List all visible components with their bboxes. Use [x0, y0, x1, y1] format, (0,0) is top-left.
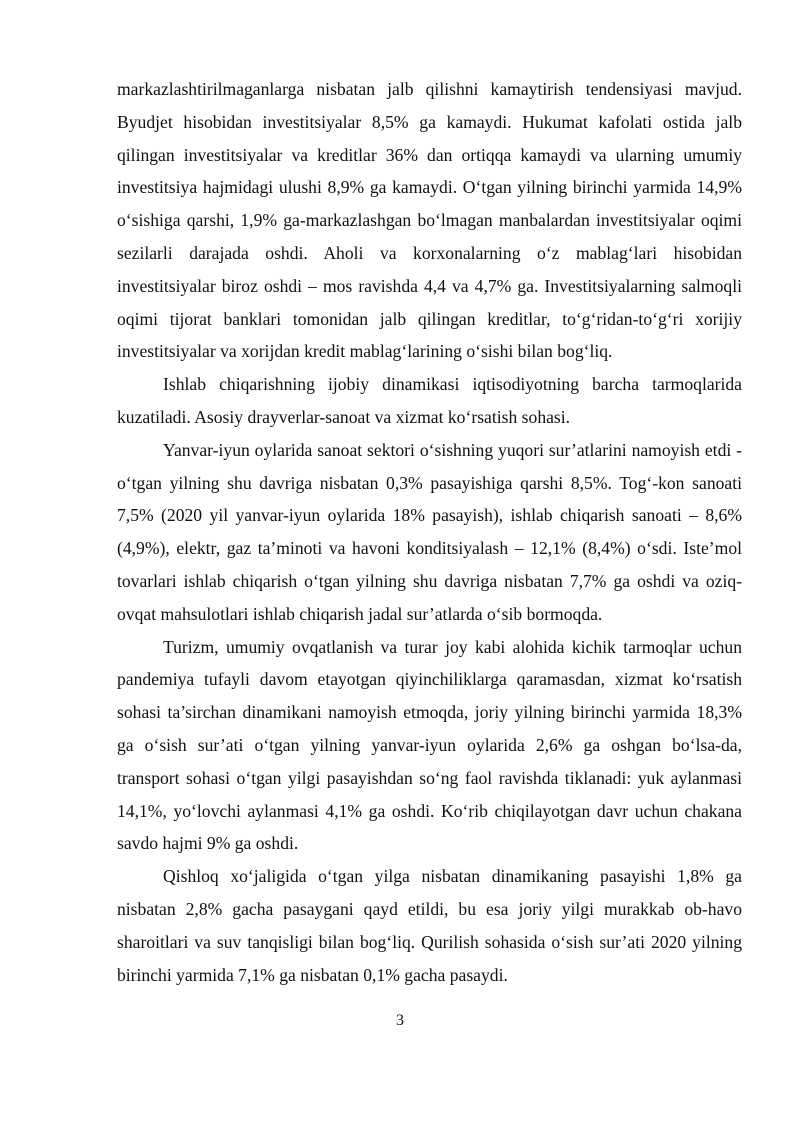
paragraph-investments: markazlashtirilmaganlarga nisbatan jalb qilishni kamaytirish tendensiyasi mavjud. Byudjet hisobidan investitsiyalar 8,5% ga kamaydi. Hukumat kafolati ostida jalb qilingan investitsiyalar va kreditlar 36% dan ortiqqa kamaydi va ularning umumiy investitsiya hajmidagi ulushi 8,9% ga kamaydi. O‘tgan yilning birinchi yarmida 14,9% o‘sishiga qarshi, 1,9% ga-markazlashgan bo‘lmagan manbalardan investitsiyalar oqimi sezilarli darajada oshdi. Aholi va korxonalarning o‘z mablag‘lari hisobidan investitsiyalar biroz oshdi – mos ravishda 4,4 va 4,7% ga. Investitsiyalarning salmoqli oqimi tijorat banklari tomonidan jalb qilingan kreditlar, to‘g‘ridan-to‘g‘ri xorijiy investitsiyalar va xorijdan kredit mablag‘larining o‘sishi bilan bog‘liq. [117, 79, 742, 362]
paragraph-agriculture-construction: Qishloq xo‘jaligida o‘tgan yilga nisbatan dinamikaning pasayishi 1,8% ga nisbatan 2,8% gacha pasaygani qayd etildi, bu esa joriy yilgi murakkab ob-havo sharoitlari va suv tanqisligi bilan bog‘liq. Qurilish sohasida o‘sish sur’ati 2020 yilning birinchi yarmida 7,1% ga nisbatan 0,1% gacha pasaydi. [117, 866, 742, 985]
page-number: 3 [396, 1012, 404, 1029]
paragraph-services-sector: Turizm, umumiy ovqatlanish va turar joy kabi alohida kichik tarmoqlar uchun pandemiya tufayli davom etayotgan qiyinchiliklarga qaramasdan, xizmat ko‘rsatish sohasi ta’sirchan dinamikani namoyish etmoqda, joriy yilning birinchi yarmida 18,3% ga o‘sish sur’ati o‘tgan yilning yanvar-iyun oylarida 2,6% ga oshgan bo‘lsa-da, transport sohasi o‘tgan yilgi pasayishdan so‘ng faol ravishda tiklanadi: yuk aylanmasi 14,1%, yo‘lovchi aylanmasi 4,1% ga oshdi. Ko‘rib chiqilayotgan davr uchun chakana savdo hajmi 9% ga oshdi. [117, 636, 742, 854]
page-body [117, 73, 742, 991]
paragraph-production-dynamics: Ishlab chiqarishning ijobiy dinamikasi iqtisodiyotning barcha tarmoqlarida kuzatiladi. Asosiy drayverlar-sanoat va xizmat ko‘rsatish sohasi. [117, 374, 742, 427]
paragraph-industry-sector: Yanvar-iyun oylarida sanoat sektori o‘sishning yuqori sur’atlarini namoyish etdi - o‘tgan yilning shu davriga nisbatan 0,3% pasayishiga qarshi 8,5%. Tog‘-kon sanoati 7,5% (2020 yil yanvar-iyun oylarida 18% pasayish), ishlab chiqarish sanoati – 8,6% (4,9%), elektr, gaz ta’minoti va havoni konditsiyalash – 12,1% (8,4%) o‘sdi. Iste’mol tovarlari ishlab chiqarish o‘tgan yilning shu davriga nisbatan 7,7% ga oshdi va oziq-ovqat mahsulotlari ishlab chiqarish jadal sur’atlarda o‘sib bormoqda. [117, 439, 742, 624]
